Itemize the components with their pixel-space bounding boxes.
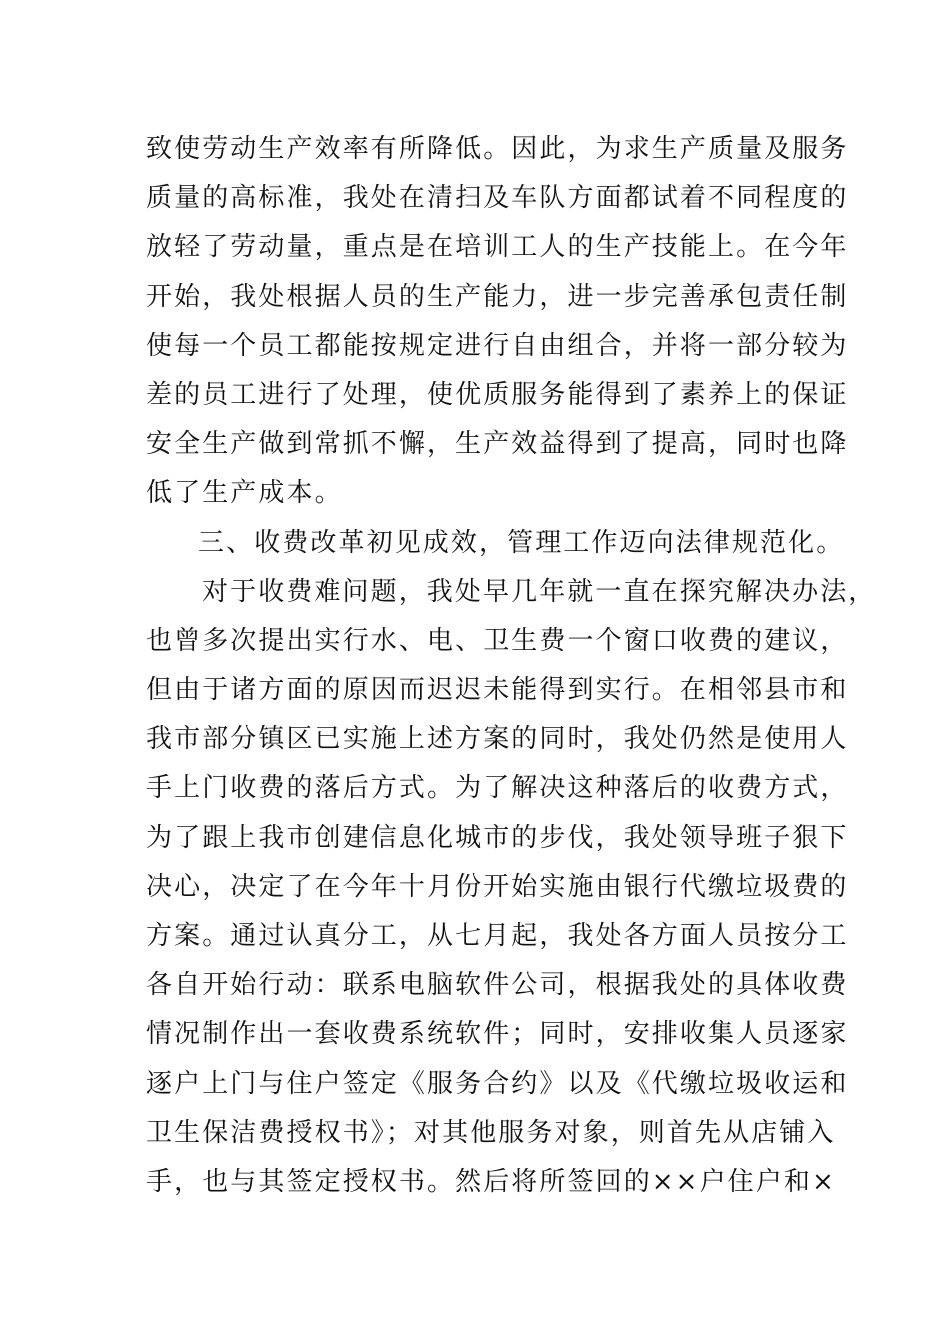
text-line: 开始，我处根据人员的生产能力，进一步完善承包责任制: [146, 281, 849, 312]
text-line: 为了跟上我市创建信息化城市的步伐，我处领导班子狠下: [146, 822, 849, 853]
text-line: 致使劳动生产效率有所降低。因此，为求生产质量及服务: [146, 134, 849, 164]
text-line: 使每一个员工都能按规定进行自由组合，并将一部分较为: [146, 330, 849, 361]
text-line: 决心，决定了在今年十月份开始实施由银行代缴垃圾费的: [146, 871, 849, 902]
body-text: [146, 125, 877, 1207]
text-line: 卫生保洁费授权书》；对其他服务对象，则首先从店铺入: [146, 1117, 836, 1148]
paragraph-first-line: 对于收费难问题，我处早几年就一直在探究解决办法，: [202, 576, 877, 607]
text-line: 质量的高标准，我处在清扫及车队方面都试着不同程度的: [146, 183, 849, 214]
text-line: 也曾多次提出实行水、电、卫生费一个窗口收费的建议，: [146, 625, 849, 656]
text-line: 低了生产成本。: [146, 478, 343, 509]
text-line: 差的员工进行了处理，使优质服务能得到了素养上的保证: [146, 379, 849, 410]
section-heading: 三、收费改革初见成效，管理工作迈向法律规范化。: [198, 527, 845, 558]
text-line: 情况制作出一套收费系统软件；同时，安排收集人员逐家: [146, 1019, 849, 1050]
text-line: 放轻了劳动量，重点是在培训工人的生产技能上。在今年: [146, 232, 849, 263]
text-line: 方案。通过认真分工，从七月起，我处各方面人员按分工: [146, 921, 849, 951]
text-line: 我市部分镇区已实施上述方案的同时，我处仍然是使用人: [146, 724, 849, 755]
text-line: 手上门收费的落后方式。为了解决这种落后的收费方式，: [146, 773, 849, 804]
text-line: 安全生产做到常抓不懈，生产效益得到了提高，同时也降: [146, 429, 849, 460]
text-line: 但由于诸方面的原因而迟迟未能得到实行。在相邻县市和: [146, 675, 849, 706]
text-line: 逐户上门与住户签定《服务合约》以及《代缴垃圾收运和: [146, 1068, 849, 1099]
text-line: 手，也与其签定授权书。然后将所签回的××户住户和×: [146, 1166, 836, 1197]
text-line: 各自开始行动：联系电脑软件公司，根据我处的具体收费: [146, 970, 849, 1001]
